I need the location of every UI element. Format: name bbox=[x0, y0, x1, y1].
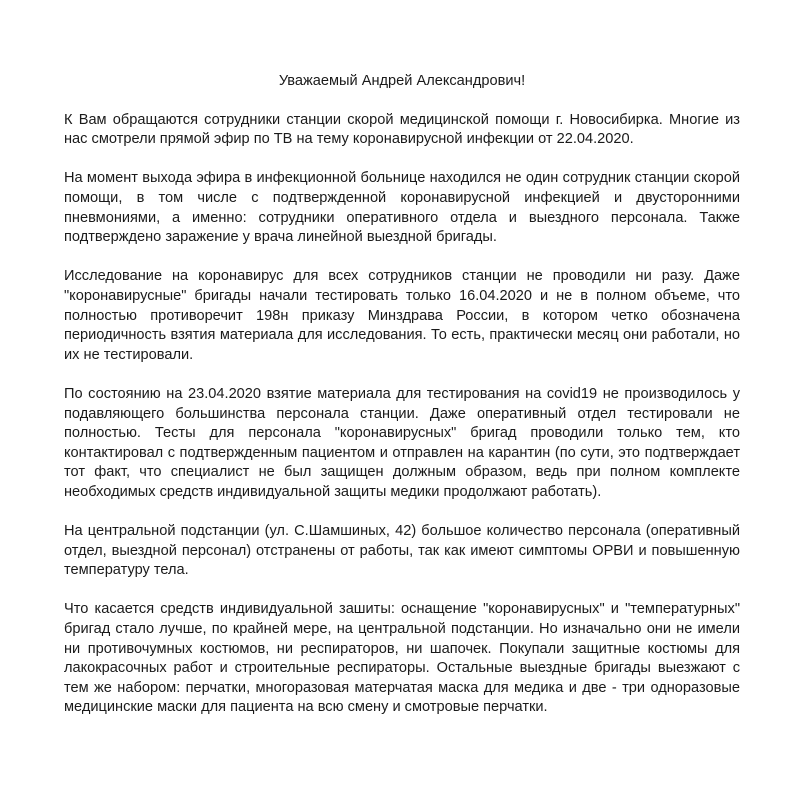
paragraph-testing-status: По состоянию на 23.04.2020 взятие материала для тестирования на covid19 не производилось у подавляющего большинства персонала станции. Даже оперативный отдел тестировали не полностью. Тесты для персонала "коронавирусных" бригад проводили только тем, кто контактировал с подтвержденным пациентом и отправлен на карантин (по сути, это подтверждает тот факт, что специалист не был защищен должным образом, ведь при полном комплекте необходимых средств индивидуальной защиты медики продолжают работать). bbox=[64, 385, 740, 500]
letter-body bbox=[64, 72, 740, 738]
paragraph-central-substation: На центральной подстанции (ул. С.Шамшиных, 42) большое количество персонала (оперативный отдел, выездной персонал) отстранены от работы, так как имеют симптомы ОРВИ и повышенную температуру тела. bbox=[64, 523, 740, 579]
paragraph-protective-equipment: Что касается средств индивидуальной зашиты: оснащение "коронавирусных" и "температурных" бригад стало лучше, по крайней мере, на центральной подстанции. Но изначально они не имели ни противочумных костюмов, ни респираторов, ни шапочек. Покупали защитные костюмы для лакокрасочных работ и строительные респираторы. Остальные выездные бригады выезжают с тем же набором: перчатки, многоразовая матерчатая маска для медика и две - три одноразовые медицинские маски для пациента на всю смену и смотровые перчатки. bbox=[64, 601, 740, 716]
paragraph-intro: К Вам обращаются сотрудники станции скорой медицинской помощи г. Новосибирка. Многие из нас смотрели прямой эфир по ТВ на тему коронавирусной инфекции от 22.04.2020. bbox=[64, 111, 740, 148]
paragraph-hospitalized-staff: На момент выхода эфира в инфекционной больнице находился не один сотрудник станции скорой помощи, в том числе с подтвержденной коронавирусной инфекцией и двусторонними пневмониями, а именно: сотрудники оперативного отдела и выездного персонала. Также подтверждено заражение у врача линейной выездной бригады. bbox=[64, 170, 740, 246]
paragraph-testing: Исследование на коронавирус для всех сотрудников станции не проводили ни разу. Даже "коронавирусные" бригады начали тестировать только 16.04.2020 и не в полном объеме, что полностью противоречит 198н приказу Минздрава России, в котором четко обозначена периодичность взятия материала для исследования. То есть, практически месяц они работали, но их не тестировали. bbox=[64, 268, 740, 363]
letter-greeting: Уважаемый Андрей Александрович! bbox=[278, 73, 526, 89]
